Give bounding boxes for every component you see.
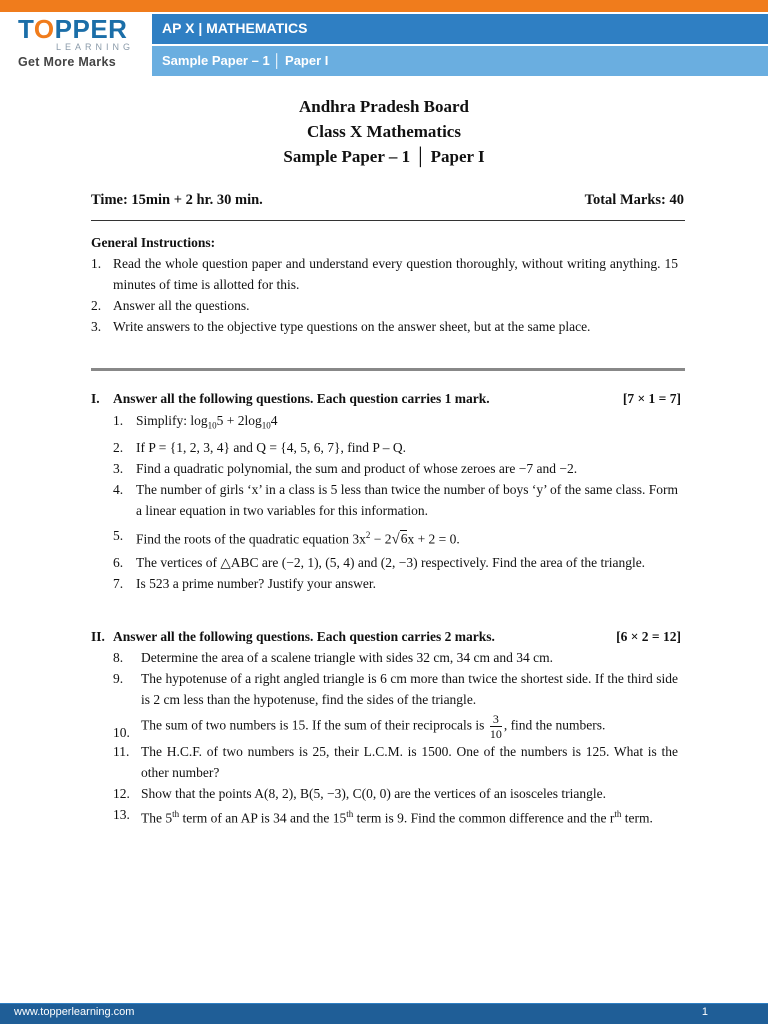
question-9 xyxy=(113,668,678,710)
page-number: 1 xyxy=(701,1006,708,1018)
radical-icon: √ xyxy=(391,531,400,548)
question-10 xyxy=(113,712,678,741)
question-number: 4. xyxy=(113,481,124,497)
question-number: 3. xyxy=(113,460,124,476)
question-13 xyxy=(113,804,678,829)
question-number: 6. xyxy=(113,555,124,571)
title-paper: Sample Paper – 1 │ Paper I xyxy=(283,147,485,166)
logo-sub: LEARNING xyxy=(56,42,135,52)
question-8 xyxy=(113,647,678,668)
section-1-questions xyxy=(113,410,678,594)
title-class: Class X Mathematics xyxy=(307,122,461,141)
question-text: The number of girls ‘x’ in a class is 5 less than twice the number of boys ‘y’ of the same class. Form a linear equation in two variables for this information. xyxy=(136,481,678,518)
question-number: 7. xyxy=(113,576,124,592)
question-text: The sum of two numbers is 15. If the sum of their reciprocals is $\frac{3}{10}$ , find the numbers. xyxy=(141,712,606,741)
instruction-item xyxy=(91,316,678,337)
question-text: Find the roots of the quadratic equation $3x^2 - 2√6x + 2 = 0$. xyxy=(136,529,460,548)
question-number: 13. xyxy=(113,807,130,822)
instruction-text: Write answers to the objective type questions on the answer sheet, but at the same place. xyxy=(113,319,591,334)
question-number: 1. xyxy=(113,413,124,428)
logo-brand xyxy=(18,16,130,42)
question-text: The H.C.F. of two numbers is 25, their L.C.M. is 1500. One of the numbers is 125. What is the other number? xyxy=(141,744,678,780)
instruction-text: Read the whole question paper and understand every question thoroughly, without writing anything. 15 minutes of time is allotted for this. xyxy=(113,256,678,292)
instruction-number: 2. xyxy=(91,298,102,313)
header-subject-text: AP X | MATHEMATICS xyxy=(162,20,308,36)
section-2-marks: [6 × 2 = 12] xyxy=(616,629,681,644)
section-2-numeral: II. xyxy=(91,629,105,644)
general-instructions-list xyxy=(91,253,678,337)
question-2 xyxy=(113,437,678,458)
question-number: 9. xyxy=(113,671,124,686)
section-1-numeral: I. xyxy=(91,391,100,406)
question-text: Show that the points A(8, 2), B(5, −3), C(0, 0) are the vertices of an isosceles triangle. xyxy=(141,786,607,801)
general-instructions-title: General Instructions: xyxy=(91,235,216,250)
instruction-number: 3. xyxy=(91,319,102,334)
question-text: If P = {1, 2, 3, 4} and Q = {4, 5, 6, 7}, find P – Q. xyxy=(136,439,407,455)
question-number: 5. xyxy=(113,527,124,543)
paper-title xyxy=(0,94,768,169)
time-allotted: Time: 15min + 2 hr. 30 min. xyxy=(91,192,263,208)
question-text: Find a quadratic polynomial, the sum and product of whose zeroes are −7 and −2. xyxy=(136,460,578,476)
instruction-number: 1. xyxy=(91,256,102,271)
logo-brand-text: TOPPER xyxy=(18,14,128,44)
section-1-title: Answer all the following questions. Each question carries 1 mark. xyxy=(113,391,490,406)
instruction-item xyxy=(91,295,678,316)
total-marks: Total Marks: 40 xyxy=(584,192,684,208)
header-paper-text: Sample Paper – 1 │ Paper I xyxy=(162,53,329,68)
question-number: 8. xyxy=(113,650,124,665)
section-2-questions xyxy=(113,647,678,829)
question-text: The hypotenuse of a right angled triangle is 6 cm more than twice the shortest side. If the third side is 2 cm less than the hypotenuse, find the sides of the triangle. xyxy=(141,671,678,707)
instruction-text: Answer all the questions. xyxy=(113,298,250,313)
divider-instructions xyxy=(91,368,685,371)
title-board: Andhra Pradesh Board xyxy=(298,97,470,116)
question-text: The vertices of △ABC are (−2, 1), (5, 4) and (2, −3) respectively. Find the area of the triangle. xyxy=(136,555,646,571)
question-11 xyxy=(113,741,678,783)
header-accent-stripe xyxy=(0,0,768,12)
question-4 xyxy=(113,479,678,521)
question-number: 2. xyxy=(113,439,124,455)
question-text: Simplify: $\log_{10}5 + 2\log_{10}4$ xyxy=(136,413,278,431)
question-7 xyxy=(113,573,678,594)
question-12 xyxy=(113,783,678,804)
footer-url-link[interactable]: www.topperlearning.com xyxy=(14,1006,135,1018)
section-2-title: Answer all the following questions. Each question carries 2 marks. xyxy=(113,629,495,644)
logo-tagline: Get More Marks xyxy=(18,55,116,69)
section-1-marks: [7 × 1 = 7] xyxy=(622,391,681,406)
divider-top xyxy=(91,220,685,221)
topper-logo xyxy=(18,14,135,76)
instruction-item xyxy=(91,253,678,295)
question-number: 11. xyxy=(113,744,130,759)
question-text: Is 523 a prime number? Justify your answer. xyxy=(136,576,376,592)
question-number: 10. xyxy=(113,725,130,740)
question-6 xyxy=(113,552,678,573)
question-text: The 5th term of an AP is 34 and the 15th term is 9. Find the common difference and the $r^{th}$ term. xyxy=(141,809,653,826)
question-3 xyxy=(113,458,678,479)
question-text: Determine the area of a scalene triangle with sides 32 cm, 34 cm and 34 cm. xyxy=(141,650,553,665)
question-number: 12. xyxy=(113,786,130,801)
time-marks-row xyxy=(91,192,684,209)
question-1 xyxy=(113,410,678,437)
fraction-3-10: $\frac{3}{10}$ xyxy=(489,712,502,741)
question-5 xyxy=(113,525,678,551)
